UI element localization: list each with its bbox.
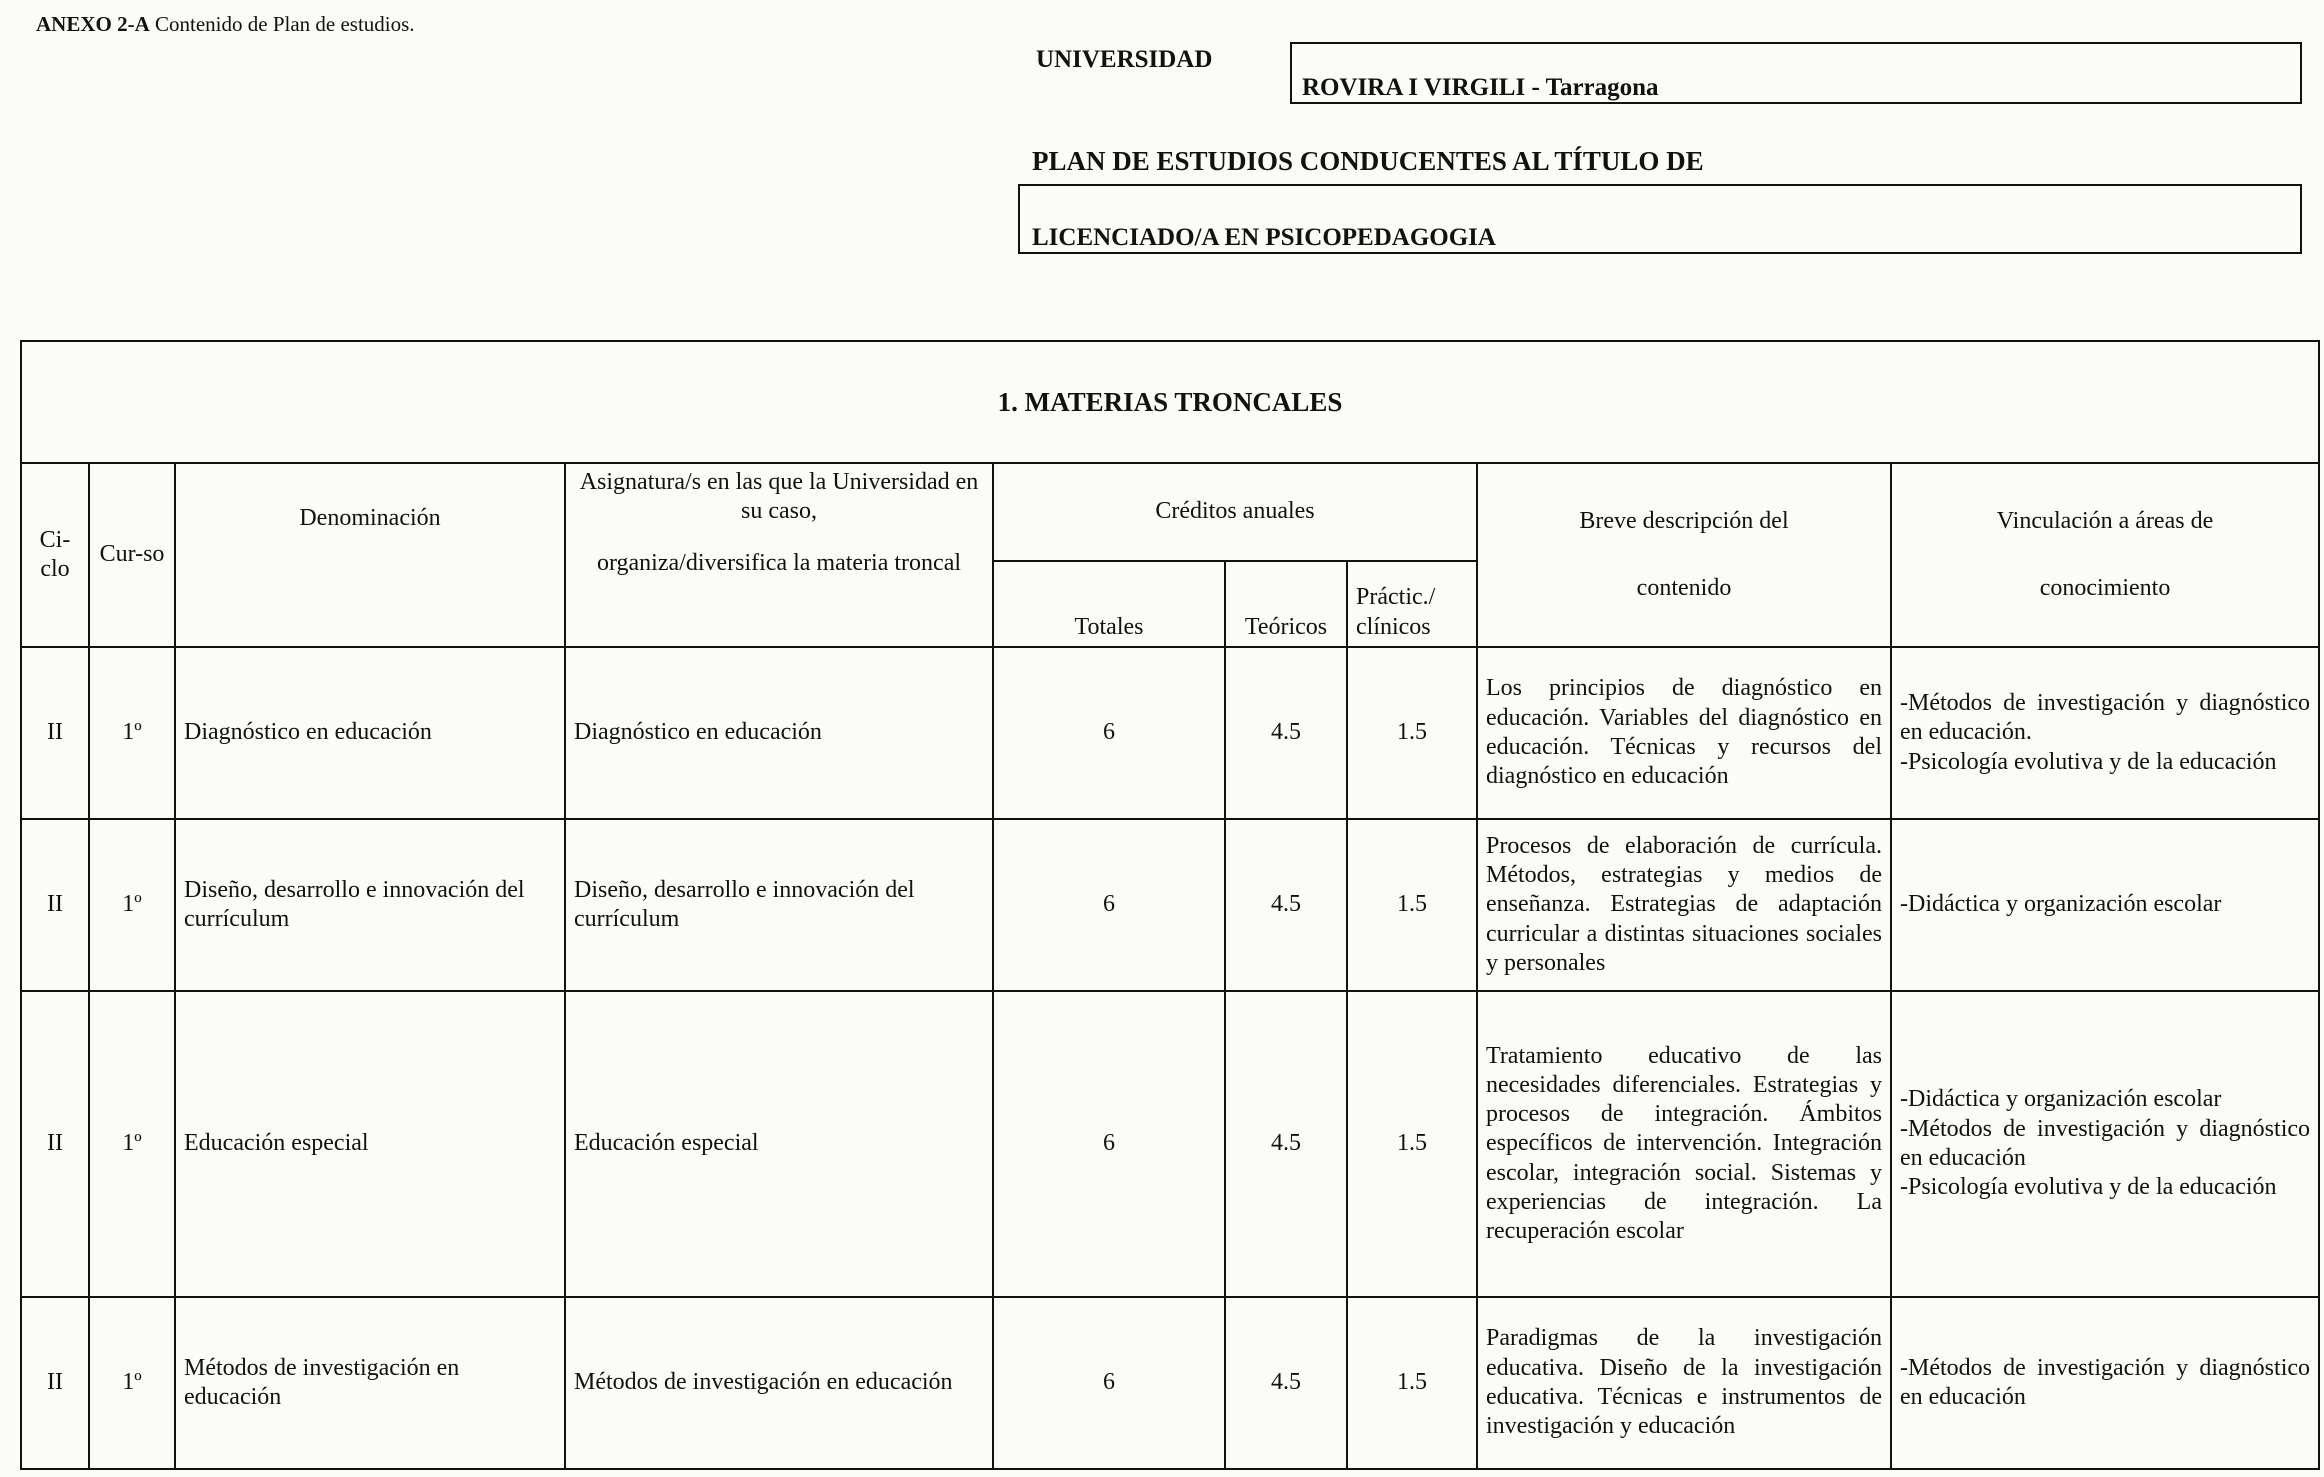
cell-practicos: 1.5 [1347,1297,1477,1469]
area-item: -Psicología evolutiva y de la educación [1900,1174,2277,1201]
cell-curso: 1º [89,647,175,819]
table-row [21,1297,2319,1469]
header-vinculacion-line2: conocimiento [2039,575,2171,601]
table-row [21,991,2319,1297]
cell-curso: 1º [89,819,175,991]
header-descripcion-line2: contenido [1636,575,1732,601]
materias-table [20,340,2320,1470]
cell-ciclo: II [21,819,89,991]
cell-teoricos: 4.5 [1225,647,1347,819]
cell-practicos: 1.5 [1347,647,1477,819]
cell-denominacion: Educación especial [175,991,565,1297]
cell-asignatura: Diagnóstico en educación [565,647,993,819]
cell-curso: 1º [89,1297,175,1469]
plan-label: PLAN DE ESTUDIOS CONDUCENTES AL TÍTULO DE [1032,146,1704,176]
cell-descripcion: Paradigmas de la investigación educativa. Diseño de la investigación educativa. Técnicas e instrumentos de investigación y educación [1477,1297,1891,1469]
cell-areas [1891,991,2319,1297]
area-item: -Didáctica y organización escolar [1900,1086,2222,1113]
cell-curso: 1º [89,991,175,1297]
cell-ciclo: II [21,991,89,1297]
table-row [21,647,2319,819]
cell-asignatura: Diseño, desarrollo e innovación del currículum [565,819,993,991]
cell-teoricos: 4.5 [1225,991,1347,1297]
cell-denominacion: Diagnóstico en educación [175,647,565,819]
area-item: -Métodos de investigación y diagnóstico en educación. [1900,690,2311,746]
cell-teoricos: 4.5 [1225,819,1347,991]
table-row [21,819,2319,991]
cell-areas [1891,1297,2319,1469]
cell-totales: 6 [993,991,1225,1297]
cell-teoricos: 4.5 [1225,1297,1347,1469]
cell-practicos: 1.5 [1347,819,1477,991]
header-asignatura [565,463,993,647]
header-teoricos: Teóricos [1225,561,1347,647]
university-box [1290,42,2302,104]
cell-totales: 6 [993,1297,1225,1469]
degree-box [1018,184,2302,254]
area-item: -Métodos de investigación y diagnóstico en educación [1900,1354,2311,1410]
cell-descripcion: Los principios de diagnóstico en educación. Variables del diagnóstico en educación. Técnicas y recursos del diagnóstico en educación [1477,647,1891,819]
cell-totales: 6 [993,819,1225,991]
cell-descripcion: Procesos de elaboración de currícula. Métodos, estrategias y medios de enseñanza. Estrategias de adaptación curricular a distintas situaciones sociales y personales [1477,819,1891,991]
cell-totales: 6 [993,647,1225,819]
cell-areas [1891,647,2319,819]
cell-descripcion: Tratamiento educativo de las necesidades diferenciales. Estrategias y procesos de integración. Ámbitos específicos de intervención. Integración escolar, integración social. Sistemas y experiencias de integración. La recuperación escolar [1477,991,1891,1297]
header-ciclo: Ci-clo [21,463,89,647]
annex-text: Contenido de Plan de estudios. [155,12,415,36]
cell-denominacion: Diseño, desarrollo e innovación del currículum [175,819,565,991]
header-asignatura-line1: Asignatura/s en las que la Universidad en su caso, [579,469,979,525]
degree-name: LICENCIADO/A EN PSICOPEDAGOGIA [1032,224,1496,251]
annex-label: ANEXO 2-A [36,12,150,36]
header-vinculacion [1891,463,2319,647]
cell-practicos: 1.5 [1347,991,1477,1297]
annex-heading [36,12,415,37]
header-totales: Totales [993,561,1225,647]
area-item: -Psicología evolutiva y de la educación [1900,748,2277,775]
header-asignatura-line2: organiza/diversifica la materia troncal [596,549,962,576]
cell-areas [1891,819,2319,991]
header-descripcion [1477,463,1891,647]
header-curso: Cur-so [89,463,175,647]
cell-ciclo: II [21,1297,89,1469]
header-creditos: Créditos anuales [993,463,1477,561]
header-descripcion-line1: Breve descripción del [1579,507,1789,534]
cell-asignatura: Métodos de investigación en educación [565,1297,993,1469]
area-item: -Métodos de investigación y diagnóstico en educación [1900,1115,2311,1171]
cell-ciclo: II [21,647,89,819]
header-practicos: Práctic./ clínicos [1347,561,1477,647]
cell-asignatura: Educación especial [565,991,993,1297]
header-denominacion: Denominación [175,463,565,647]
university-name: ROVIRA I VIRGILI - Tarragona [1302,74,1659,101]
area-item: -Didáctica y organización escolar [1900,891,2222,918]
header-vinculacion-line1: Vinculación a áreas de [1996,507,2214,534]
university-label: UNIVERSIDAD [1036,46,1213,73]
cell-denominacion: Métodos de investigación en educación [175,1297,565,1469]
table-title: 1. MATERIAS TRONCALES [21,341,2319,463]
